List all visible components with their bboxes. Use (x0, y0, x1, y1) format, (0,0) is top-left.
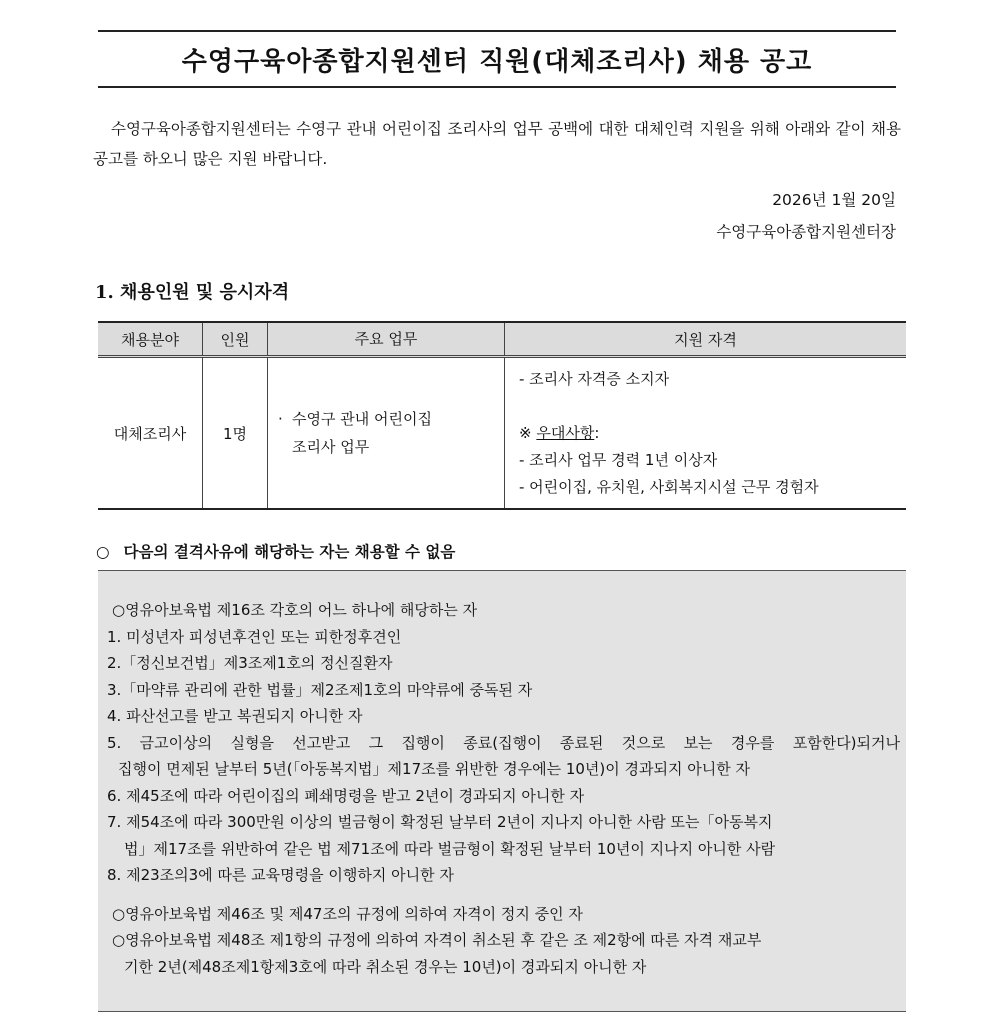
list-item: 2.「정신보건법」제3조제1호의 정신질환자 (107, 654, 393, 672)
list-item-continuation: 집행이 면제된 날부터 5년(「아동복지법」제17조를 위반한 경우에는 10년)이 경과되지 아니한 자 (118, 760, 750, 778)
list-item: ○영유아보육법 제46조 및 제47조의 규정에 의하여 자격이 정지 중인 자 (112, 904, 583, 923)
cell-count: 1명 (203, 357, 268, 510)
section2-circle: ○ (96, 543, 110, 561)
page-title: 수영구육아종합지원센터 직원(대체조리사) 채용 공고 (181, 46, 813, 77)
table-header-row (98, 322, 906, 357)
header-duty: 주요 업무 (268, 322, 505, 357)
title-box (98, 30, 896, 88)
duty-text-2: 조리사 업무 (292, 438, 370, 456)
section1-heading: 1. 채용인원 및 응시자격 (95, 282, 290, 303)
qual-gap (519, 393, 906, 420)
table-row (98, 357, 906, 510)
intro-paragraph: 수영구육아종합지원센터는 수영구 관내 어린이집 조리사의 업무 공백에 대한 대체인력 지원을 위해 아래와 같이 채용공고를 하오니 많은 지원 바랍니다. (93, 120, 901, 168)
disqualification-box (98, 570, 906, 1012)
list-spacer (98, 889, 906, 901)
issuer-name: 수영구육아종합지원센터장 (716, 223, 896, 241)
list-item: 4. 파산선고를 받고 복권되지 아니한 자 (107, 707, 363, 725)
recruitment-table (98, 321, 906, 510)
list-item: 6. 제45조에 따라 어린이집의 폐쇄명령을 받고 2년이 경과되지 아니한 자 (107, 786, 585, 805)
header-field: 채용분야 (98, 322, 203, 357)
reference-mark: ※ (519, 423, 532, 442)
cell-qualification (505, 357, 907, 510)
list-item-continuation: 법」제17조를 위반하여 같은 법 제71조에 따라 벌금형이 확정된 날부터 10년이 지나지 아니한 사람 (124, 839, 776, 858)
preference-label: 우대사항 (536, 423, 595, 442)
list-item: 1. 미성년자 피성년후견인 또는 피한정후견인 (107, 627, 402, 646)
pref-line-1: - 조리사 업무 경력 1년 이상자 (519, 450, 718, 469)
list-item: ○영유아보육법 제16조 각호의 어느 하나에 해당하는 자 (112, 601, 478, 619)
duty-bullet: · (278, 410, 283, 428)
list-item: 5. 금고이상의 실형을 선고받고 그 집행이 종료(집행이 종료된 것으로 보는 경우를 포함한다)되거나 (107, 733, 900, 752)
section2-heading: 다음의 결격사유에 해당하는 자는 채용할 수 없음 (123, 543, 456, 561)
pref-line-2: - 어린이집, 유치원, 사회복지시설 근무 경험자 (519, 477, 819, 496)
section2-heading-line (96, 540, 455, 562)
list-item: 7. 제54조에 따라 300만원 이상의 벌금형이 확정된 날부터 2년이 지나지 아니한 사람 또는「아동복지 (107, 813, 773, 831)
duty-line (278, 405, 504, 433)
header-qualification: 지원 자격 (505, 322, 907, 357)
announcement-date: 2026년 1월 20일 (772, 191, 896, 209)
list-item: 3.「마약류 관리에 관한 법률」제2조제1호의 마약류에 중독된 자 (107, 680, 533, 699)
header-count: 인원 (203, 322, 268, 357)
cell-field: 대체조리사 (98, 357, 203, 510)
preference-colon: : (594, 423, 600, 442)
list-item-continuation: 기한 2년(제48조제1항제3호에 따라 취소된 경우는 10년)이 경과되지 아니한 자 (124, 957, 647, 976)
list-item: ○영유아보육법 제48조 제1항의 규정에 의하여 자격이 취소된 후 같은 조 제2항에 따른 자격 재교부 (112, 931, 762, 949)
duty-text-1: 수영구 관내 어린이집 (292, 410, 432, 428)
preference-label-line (519, 420, 906, 447)
cell-duty (268, 357, 505, 510)
qual-line-1: - 조리사 자격증 소지자 (519, 369, 670, 388)
list-item: 8. 제23조의3에 따른 교육명령을 이행하지 아니한 자 (107, 866, 454, 884)
